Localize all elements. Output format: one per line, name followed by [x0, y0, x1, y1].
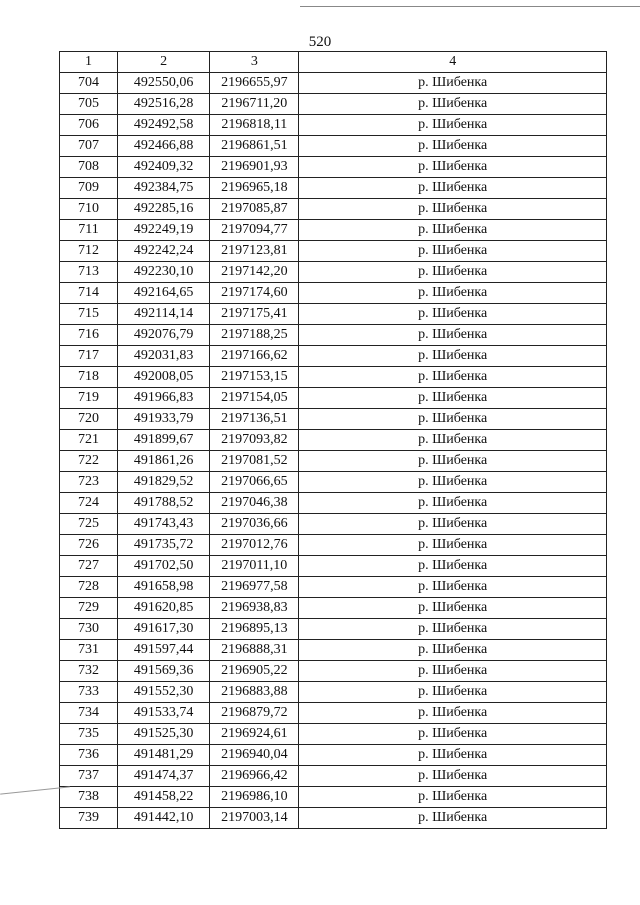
y-coordinate-cell: 2196711,20: [210, 94, 299, 115]
y-coordinate-cell: 2197085,87: [210, 199, 299, 220]
table-row: [60, 619, 607, 640]
description-cell: р. Шибенка: [299, 388, 607, 409]
y-coordinate-cell: 2197093,82: [210, 430, 299, 451]
description-cell: р. Шибенка: [299, 136, 607, 157]
x-coordinate-cell: 491702,50: [118, 556, 210, 577]
point-number-cell: 720: [60, 409, 118, 430]
description-cell: р. Шибенка: [299, 304, 607, 325]
description-cell: р. Шибенка: [299, 493, 607, 514]
description-cell: р. Шибенка: [299, 787, 607, 808]
table-row: [60, 451, 607, 472]
description-cell: р. Шибенка: [299, 514, 607, 535]
y-coordinate-cell: 2197003,14: [210, 808, 299, 829]
x-coordinate-cell: 491829,52: [118, 472, 210, 493]
description-cell: р. Шибенка: [299, 619, 607, 640]
point-number-cell: 731: [60, 640, 118, 661]
description-cell: р. Шибенка: [299, 703, 607, 724]
x-coordinate-cell: 491966,83: [118, 388, 210, 409]
description-cell: р. Шибенка: [299, 220, 607, 241]
point-number-cell: 717: [60, 346, 118, 367]
x-coordinate-cell: 492008,05: [118, 367, 210, 388]
table-row: [60, 661, 607, 682]
page-number: 520: [308, 34, 332, 50]
y-coordinate-cell: 2197012,76: [210, 535, 299, 556]
table-row: [60, 178, 607, 199]
x-coordinate-cell: 492550,06: [118, 73, 210, 94]
y-coordinate-cell: 2196965,18: [210, 178, 299, 199]
table-row: [60, 346, 607, 367]
description-cell: р. Шибенка: [299, 808, 607, 829]
x-coordinate-cell: 491861,26: [118, 451, 210, 472]
column-header: 1: [60, 52, 118, 73]
point-number-cell: 712: [60, 241, 118, 262]
y-coordinate-cell: 2197175,41: [210, 304, 299, 325]
point-number-cell: 737: [60, 766, 118, 787]
x-coordinate-cell: 492409,32: [118, 157, 210, 178]
description-cell: р. Шибенка: [299, 535, 607, 556]
point-number-cell: 726: [60, 535, 118, 556]
table-row: [60, 388, 607, 409]
x-coordinate-cell: 491743,43: [118, 514, 210, 535]
table-row: [60, 73, 607, 94]
y-coordinate-cell: 2196966,42: [210, 766, 299, 787]
y-coordinate-cell: 2197153,15: [210, 367, 299, 388]
point-number-cell: 705: [60, 94, 118, 115]
x-coordinate-cell: 492076,79: [118, 325, 210, 346]
x-coordinate-cell: 491442,10: [118, 808, 210, 829]
y-coordinate-cell: 2197174,60: [210, 283, 299, 304]
table-row: [60, 325, 607, 346]
point-number-cell: 714: [60, 283, 118, 304]
point-number-cell: 738: [60, 787, 118, 808]
point-number-cell: 713: [60, 262, 118, 283]
point-number-cell: 706: [60, 115, 118, 136]
point-number-cell: 729: [60, 598, 118, 619]
x-coordinate-cell: 492031,83: [118, 346, 210, 367]
point-number-cell: 711: [60, 220, 118, 241]
x-coordinate-cell: 491569,36: [118, 661, 210, 682]
description-cell: р. Шибенка: [299, 472, 607, 493]
coordinates-table: [59, 51, 607, 829]
x-coordinate-cell: 491474,37: [118, 766, 210, 787]
description-cell: р. Шибенка: [299, 451, 607, 472]
page-top-border: [300, 6, 640, 7]
table-row: [60, 787, 607, 808]
y-coordinate-cell: 2196940,04: [210, 745, 299, 766]
description-cell: р. Шибенка: [299, 745, 607, 766]
y-coordinate-cell: 2197046,38: [210, 493, 299, 514]
x-coordinate-cell: 491617,30: [118, 619, 210, 640]
y-coordinate-cell: 2196901,93: [210, 157, 299, 178]
x-coordinate-cell: 491658,98: [118, 577, 210, 598]
point-number-cell: 721: [60, 430, 118, 451]
table-row: [60, 745, 607, 766]
description-cell: р. Шибенка: [299, 682, 607, 703]
y-coordinate-cell: 2197136,51: [210, 409, 299, 430]
y-coordinate-cell: 2197142,20: [210, 262, 299, 283]
description-cell: р. Шибенка: [299, 556, 607, 577]
y-coordinate-cell: 2196905,22: [210, 661, 299, 682]
table-row: [60, 367, 607, 388]
table-row: [60, 115, 607, 136]
table-row: [60, 493, 607, 514]
y-coordinate-cell: 2197166,62: [210, 346, 299, 367]
x-coordinate-cell: 491933,79: [118, 409, 210, 430]
description-cell: р. Шибенка: [299, 325, 607, 346]
description-cell: р. Шибенка: [299, 283, 607, 304]
point-number-cell: 722: [60, 451, 118, 472]
y-coordinate-cell: 2197094,77: [210, 220, 299, 241]
description-cell: р. Шибенка: [299, 661, 607, 682]
x-coordinate-cell: 491735,72: [118, 535, 210, 556]
x-coordinate-cell: 492164,65: [118, 283, 210, 304]
point-number-cell: 733: [60, 682, 118, 703]
x-coordinate-cell: 492285,16: [118, 199, 210, 220]
x-coordinate-cell: 492384,75: [118, 178, 210, 199]
description-cell: р. Шибенка: [299, 724, 607, 745]
x-coordinate-cell: 492492,58: [118, 115, 210, 136]
point-number-cell: 736: [60, 745, 118, 766]
x-coordinate-cell: 492114,14: [118, 304, 210, 325]
column-header: 4: [299, 52, 607, 73]
table-row: [60, 430, 607, 451]
description-cell: р. Шибенка: [299, 598, 607, 619]
point-number-cell: 723: [60, 472, 118, 493]
table-header-row: [60, 52, 607, 73]
table-row: [60, 304, 607, 325]
table-row: [60, 577, 607, 598]
table-row: [60, 766, 607, 787]
description-cell: р. Шибенка: [299, 73, 607, 94]
point-number-cell: 730: [60, 619, 118, 640]
point-number-cell: 727: [60, 556, 118, 577]
table-row: [60, 241, 607, 262]
table-row: [60, 283, 607, 304]
table-row: [60, 409, 607, 430]
point-number-cell: 724: [60, 493, 118, 514]
x-coordinate-cell: 492230,10: [118, 262, 210, 283]
table-row: [60, 598, 607, 619]
x-coordinate-cell: 492516,28: [118, 94, 210, 115]
point-number-cell: 725: [60, 514, 118, 535]
description-cell: р. Шибенка: [299, 409, 607, 430]
description-cell: р. Шибенка: [299, 640, 607, 661]
table-row: [60, 472, 607, 493]
x-coordinate-cell: 491899,67: [118, 430, 210, 451]
column-header: 3: [210, 52, 299, 73]
y-coordinate-cell: 2196879,72: [210, 703, 299, 724]
description-cell: р. Шибенка: [299, 262, 607, 283]
x-coordinate-cell: 492466,88: [118, 136, 210, 157]
x-coordinate-cell: 491552,30: [118, 682, 210, 703]
y-coordinate-cell: 2196986,10: [210, 787, 299, 808]
point-number-cell: 718: [60, 367, 118, 388]
table-row: [60, 556, 607, 577]
description-cell: р. Шибенка: [299, 346, 607, 367]
x-coordinate-cell: 491525,30: [118, 724, 210, 745]
point-number-cell: 716: [60, 325, 118, 346]
description-cell: р. Шибенка: [299, 367, 607, 388]
table-row: [60, 703, 607, 724]
table-row: [60, 640, 607, 661]
point-number-cell: 734: [60, 703, 118, 724]
point-number-cell: 708: [60, 157, 118, 178]
point-number-cell: 709: [60, 178, 118, 199]
table-row: [60, 262, 607, 283]
description-cell: р. Шибенка: [299, 157, 607, 178]
description-cell: р. Шибенка: [299, 178, 607, 199]
table-row: [60, 199, 607, 220]
y-coordinate-cell: 2196888,31: [210, 640, 299, 661]
x-coordinate-cell: 491620,85: [118, 598, 210, 619]
description-cell: р. Шибенка: [299, 115, 607, 136]
x-coordinate-cell: 491788,52: [118, 493, 210, 514]
point-number-cell: 719: [60, 388, 118, 409]
y-coordinate-cell: 2197188,25: [210, 325, 299, 346]
y-coordinate-cell: 2197066,65: [210, 472, 299, 493]
table-row: [60, 157, 607, 178]
point-number-cell: 732: [60, 661, 118, 682]
y-coordinate-cell: 2196655,97: [210, 73, 299, 94]
description-cell: р. Шибенка: [299, 199, 607, 220]
point-number-cell: 735: [60, 724, 118, 745]
point-number-cell: 710: [60, 199, 118, 220]
table-body: [60, 73, 607, 829]
point-number-cell: 707: [60, 136, 118, 157]
y-coordinate-cell: 2196977,58: [210, 577, 299, 598]
table-row: [60, 136, 607, 157]
table-row: [60, 682, 607, 703]
x-coordinate-cell: 491533,74: [118, 703, 210, 724]
y-coordinate-cell: 2196938,83: [210, 598, 299, 619]
description-cell: р. Шибенка: [299, 430, 607, 451]
table-row: [60, 724, 607, 745]
x-coordinate-cell: 492249,19: [118, 220, 210, 241]
table-row: [60, 514, 607, 535]
point-number-cell: 715: [60, 304, 118, 325]
column-header: 2: [118, 52, 210, 73]
table-row: [60, 808, 607, 829]
description-cell: р. Шибенка: [299, 766, 607, 787]
table-row: [60, 535, 607, 556]
point-number-cell: 704: [60, 73, 118, 94]
y-coordinate-cell: 2197154,05: [210, 388, 299, 409]
y-coordinate-cell: 2196883,88: [210, 682, 299, 703]
y-coordinate-cell: 2196818,11: [210, 115, 299, 136]
table-row: [60, 94, 607, 115]
x-coordinate-cell: 492242,24: [118, 241, 210, 262]
description-cell: р. Шибенка: [299, 577, 607, 598]
y-coordinate-cell: 2197036,66: [210, 514, 299, 535]
x-coordinate-cell: 491481,29: [118, 745, 210, 766]
y-coordinate-cell: 2196895,13: [210, 619, 299, 640]
point-number-cell: 728: [60, 577, 118, 598]
table-row: [60, 220, 607, 241]
x-coordinate-cell: 491597,44: [118, 640, 210, 661]
y-coordinate-cell: 2197011,10: [210, 556, 299, 577]
y-coordinate-cell: 2196861,51: [210, 136, 299, 157]
y-coordinate-cell: 2197081,52: [210, 451, 299, 472]
description-cell: р. Шибенка: [299, 94, 607, 115]
description-cell: р. Шибенка: [299, 241, 607, 262]
y-coordinate-cell: 2196924,61: [210, 724, 299, 745]
point-number-cell: 739: [60, 808, 118, 829]
x-coordinate-cell: 491458,22: [118, 787, 210, 808]
y-coordinate-cell: 2197123,81: [210, 241, 299, 262]
